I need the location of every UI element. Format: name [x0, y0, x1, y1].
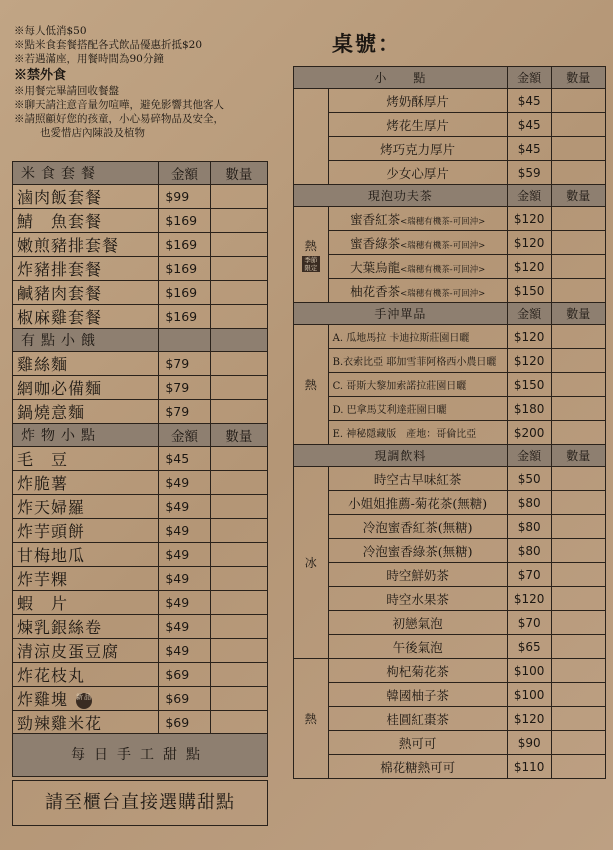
menu-row — [13, 615, 268, 639]
item-name — [13, 257, 159, 281]
menu-row — [13, 185, 268, 209]
item-price: $45 — [507, 89, 551, 113]
item-name-text: 烤奶酥厚片 — [386, 93, 449, 109]
temperature-label-text: 冰 — [304, 556, 317, 570]
menu-row — [294, 421, 606, 445]
menu-row — [13, 519, 268, 543]
quantity-cell[interactable] — [551, 113, 605, 137]
item-price: $49 — [159, 519, 210, 543]
item-price: $120 — [507, 231, 551, 255]
item-name-text: 枸杞菊花茶 — [386, 663, 449, 679]
menu-row — [13, 495, 268, 519]
rule-plants: 也愛惜店內陳設及植物 — [40, 127, 145, 140]
item-name — [13, 400, 159, 424]
menu-row — [13, 400, 268, 424]
item-name-text: D. 巴拿馬艾利達莊園日曬 — [332, 405, 447, 416]
item-name — [328, 113, 507, 137]
quantity-column-header: 數量 — [551, 445, 605, 467]
item-name-text: 午後氣泡 — [392, 639, 443, 655]
food-menu-table — [12, 161, 268, 735]
quantity-cell[interactable] — [551, 635, 605, 659]
menu-row — [294, 161, 606, 185]
item-name-text: 勁辣雞米花 — [17, 714, 103, 733]
quantity-column-header: 數量 — [210, 424, 267, 447]
menu-row — [294, 137, 606, 161]
menu-row — [294, 611, 606, 635]
item-price: $50 — [507, 467, 551, 491]
item-name-text: 雞絲麵 — [17, 355, 69, 374]
menu-row — [294, 113, 606, 137]
blank-side-cell — [294, 89, 329, 185]
header-cell — [210, 329, 267, 352]
item-name — [328, 255, 507, 279]
menu-row — [13, 376, 268, 400]
item-name — [328, 515, 507, 539]
item-price: $49 — [159, 567, 210, 591]
section-title: 米食套餐 — [13, 162, 159, 185]
item-price: $49 — [159, 615, 210, 639]
item-name — [13, 185, 159, 209]
item-name-text: 冷泡蜜香綠茶(無糖) — [362, 543, 473, 559]
item-price: $80 — [507, 515, 551, 539]
quantity-cell[interactable] — [210, 400, 267, 424]
item-name — [328, 587, 507, 611]
quantity-cell[interactable] — [551, 731, 605, 755]
item-price: $120 — [507, 255, 551, 279]
item-name — [328, 731, 507, 755]
quantity-cell[interactable] — [551, 515, 605, 539]
item-name-text: 初戀氣泡 — [392, 615, 443, 631]
temperature-label-text: 熱 — [304, 712, 317, 726]
item-name-text: 炸豬排套餐 — [17, 260, 103, 279]
rule-time-limit: ※若遇滿座，用餐時間為90分鐘 — [14, 53, 164, 66]
item-name — [13, 352, 159, 376]
item-name-text: 柚花香茶 — [350, 283, 401, 299]
quantity-cell[interactable] — [551, 161, 605, 185]
item-note: <瑞穗有機茶-可回沖> — [400, 288, 486, 299]
item-name-text: 大葉烏龍 — [350, 259, 401, 275]
item-name — [13, 471, 159, 495]
item-name-text: C. 哥斯大黎加索諾拉莊園日曬 — [332, 381, 467, 392]
section-header-mixed_drinks — [294, 445, 606, 467]
item-name-text: 時空水果茶 — [386, 591, 449, 607]
menu-row — [13, 281, 268, 305]
section-title: 現調飲料 — [294, 445, 508, 467]
menu-row — [13, 639, 268, 663]
item-name — [328, 397, 507, 421]
item-name — [13, 281, 159, 305]
item-name — [328, 491, 507, 515]
item-name — [13, 567, 159, 591]
quantity-cell[interactable] — [210, 687, 267, 711]
menu-row — [294, 755, 606, 779]
item-price: $150 — [507, 373, 551, 397]
item-price: $80 — [507, 491, 551, 515]
item-price: $70 — [507, 563, 551, 587]
quantity-cell[interactable] — [210, 305, 267, 329]
item-price: $169 — [159, 257, 210, 281]
rule-min-spend: ※每人低消$50 — [14, 25, 87, 37]
item-name-text: 時空鮮奶茶 — [386, 567, 449, 583]
item-price: $169 — [159, 209, 210, 233]
price-column-header: 金額 — [507, 445, 551, 467]
menu-row — [13, 352, 268, 376]
menu-row — [13, 591, 268, 615]
quantity-cell[interactable] — [551, 279, 605, 303]
menu-row — [294, 255, 606, 279]
menu-row — [294, 659, 606, 683]
price-column-header: 金額 — [159, 424, 210, 447]
item-name — [13, 376, 159, 400]
item-name-text: E. 神秘隱藏版 產地：哥倫比亞 — [332, 429, 477, 440]
temperature-label — [294, 207, 329, 303]
item-name — [13, 209, 159, 233]
dessert-note: 請至櫃台直接選購甜點 — [12, 780, 268, 826]
quantity-cell[interactable] — [210, 615, 267, 639]
menu-row — [294, 89, 606, 113]
item-name — [328, 635, 507, 659]
dessert-header: 每日手工甜點 — [12, 733, 268, 777]
menu-row — [13, 257, 268, 281]
item-name-text: 甘梅地瓜 — [17, 546, 86, 565]
seasonal-badge: 季節限定 — [302, 256, 320, 272]
item-name-text: 烤巧克力厚片 — [380, 141, 456, 157]
item-name-text: 清涼皮蛋豆腐 — [17, 642, 120, 661]
item-name-text: 韓國柚子茶 — [386, 687, 449, 703]
menu-row — [13, 471, 268, 495]
item-name — [328, 755, 507, 779]
item-name — [13, 447, 159, 471]
item-price: $70 — [507, 611, 551, 635]
quantity-cell[interactable] — [551, 89, 605, 113]
item-name-text: 桂圓紅棗茶 — [386, 711, 449, 727]
item-name — [328, 137, 507, 161]
quantity-cell[interactable] — [551, 587, 605, 611]
rule-no-outside-food: ※禁外食 — [14, 67, 67, 83]
item-name — [328, 421, 507, 445]
menu-row — [13, 543, 268, 567]
menu-row — [294, 467, 606, 491]
temperature-label — [294, 325, 329, 445]
drink-menu-table — [293, 66, 606, 779]
price-column-header: 金額 — [507, 185, 551, 207]
menu-row — [294, 707, 606, 731]
item-name-text: 鹹豬肉套餐 — [17, 284, 103, 303]
item-price: $79 — [159, 400, 210, 424]
item-name — [328, 373, 507, 397]
item-name-text: A. 瓜地馬拉 卡迪拉斯莊園日曬 — [332, 333, 470, 344]
item-price: $80 — [507, 539, 551, 563]
quantity-cell[interactable] — [551, 539, 605, 563]
item-price: $150 — [507, 279, 551, 303]
price-column-header: 金額 — [159, 162, 210, 185]
quantity-cell[interactable] — [210, 543, 267, 567]
item-name-text: 炸天婦羅 — [17, 498, 86, 517]
quantity-cell[interactable] — [551, 231, 605, 255]
item-price: $180 — [507, 397, 551, 421]
item-price: $90 — [507, 731, 551, 755]
menu-row — [294, 279, 606, 303]
menu-row — [294, 635, 606, 659]
quantity-cell[interactable] — [210, 495, 267, 519]
quantity-column-header: 數量 — [551, 67, 605, 89]
item-name — [13, 639, 159, 663]
item-name — [328, 611, 507, 635]
item-name — [13, 519, 159, 543]
item-price: $69 — [159, 711, 210, 735]
rule-return-tray: ※用餐完畢請回收餐盤 — [14, 84, 119, 97]
section-header-small_bites — [294, 67, 606, 89]
section-header-rice_sets — [13, 162, 268, 185]
new-item-badge: 新品 — [76, 693, 92, 709]
item-name-text: 炸脆薯 — [17, 474, 69, 493]
item-name — [13, 687, 159, 711]
item-name-text: 炸芋頭餅 — [17, 522, 86, 541]
quantity-cell[interactable] — [210, 233, 267, 257]
rule-noise: ※聊天請注意音量勿喧嘩，避免影響其他客人 — [14, 98, 224, 111]
quantity-cell[interactable] — [210, 711, 267, 735]
temperature-label — [294, 467, 329, 659]
quantity-cell[interactable] — [210, 185, 267, 209]
item-price: $69 — [159, 687, 210, 711]
quantity-cell[interactable] — [551, 563, 605, 587]
item-price: $49 — [159, 639, 210, 663]
item-name — [328, 325, 507, 349]
section-title: 炸物小點 — [13, 424, 159, 447]
item-name-text: 鯖 魚套餐 — [17, 212, 103, 231]
quantity-cell[interactable] — [210, 663, 267, 687]
item-price: $100 — [507, 659, 551, 683]
section-title: 有點小餓 — [13, 329, 159, 352]
item-price: $169 — [159, 233, 210, 257]
quantity-cell[interactable] — [551, 683, 605, 707]
section-header-pour_over — [294, 303, 606, 325]
quantity-cell[interactable] — [551, 659, 605, 683]
menu-row — [294, 491, 606, 515]
item-note: <瑞穗有機茶-可回沖> — [400, 240, 486, 251]
section-title: 現泡功夫茶 — [294, 185, 508, 207]
menu-row — [13, 711, 268, 735]
quantity-cell[interactable] — [210, 209, 267, 233]
quantity-cell[interactable] — [551, 137, 605, 161]
item-name — [328, 707, 507, 731]
menu-row — [13, 305, 268, 329]
quantity-cell[interactable] — [551, 255, 605, 279]
quantity-cell[interactable] — [210, 352, 267, 376]
quantity-cell[interactable] — [210, 471, 267, 495]
item-name — [328, 207, 507, 231]
item-price: $120 — [507, 325, 551, 349]
quantity-cell[interactable] — [210, 519, 267, 543]
item-name — [13, 615, 159, 639]
item-name — [328, 659, 507, 683]
item-name-text: 炸芋粿 — [17, 570, 69, 589]
item-price: $120 — [507, 349, 551, 373]
item-price: $169 — [159, 281, 210, 305]
rule-set-discount: ※點米食套餐搭配各式飲品優惠折抵$20 — [14, 39, 203, 52]
item-note: <瑞穗有機茶-可回沖> — [400, 264, 486, 275]
item-name — [13, 591, 159, 615]
quantity-cell[interactable] — [551, 421, 605, 445]
item-name-text: 炸花枝丸 — [17, 666, 86, 685]
quantity-cell[interactable] — [551, 349, 605, 373]
item-price: $49 — [159, 591, 210, 615]
temperature-label — [294, 659, 329, 779]
item-name-text: 棉花糖熱可可 — [380, 759, 456, 775]
section-header-fried — [13, 424, 268, 447]
rule-children: ※請照顧好您的孩童，小心易碎物品及安全， — [14, 113, 224, 126]
quantity-cell[interactable] — [551, 755, 605, 779]
item-price: $79 — [159, 376, 210, 400]
quantity-cell[interactable] — [551, 467, 605, 491]
item-name — [13, 711, 159, 735]
item-name-text: 蜜香紅茶 — [350, 211, 401, 227]
item-name — [328, 349, 507, 373]
temperature-label-text: 熱 — [304, 378, 317, 392]
item-price: $49 — [159, 471, 210, 495]
quantity-column-header: 數量 — [551, 185, 605, 207]
quantity-cell[interactable] — [551, 207, 605, 231]
price-column-header: 金額 — [507, 67, 551, 89]
menu-row — [294, 397, 606, 421]
quantity-cell[interactable] — [551, 491, 605, 515]
item-price: $69 — [159, 663, 210, 687]
menu-row — [13, 209, 268, 233]
item-name-text: 小姐姐推薦-菊花茶(無糖) — [348, 495, 488, 511]
menu-row — [294, 373, 606, 397]
quantity-cell[interactable] — [210, 447, 267, 471]
table-number-label: 桌號： — [332, 31, 401, 56]
section-title: 小 點 — [294, 67, 508, 89]
item-name-text: 熱可可 — [398, 735, 437, 751]
menu-row — [294, 731, 606, 755]
quantity-cell[interactable] — [210, 639, 267, 663]
item-name-text: 炸雞塊 — [17, 690, 69, 709]
quantity-cell[interactable] — [551, 397, 605, 421]
item-price: $65 — [507, 635, 551, 659]
item-name-text: 少女心厚片 — [386, 165, 449, 181]
item-price: $200 — [507, 421, 551, 445]
menu-row — [13, 687, 268, 711]
item-name — [328, 683, 507, 707]
item-name — [328, 89, 507, 113]
item-price: $79 — [159, 352, 210, 376]
menu-row — [294, 515, 606, 539]
item-price: $49 — [159, 543, 210, 567]
item-price: $45 — [507, 137, 551, 161]
item-name — [328, 279, 507, 303]
item-price: $45 — [159, 447, 210, 471]
quantity-cell[interactable] — [551, 611, 605, 635]
quantity-cell[interactable] — [210, 591, 267, 615]
item-name-text: 烤花生厚片 — [386, 117, 449, 133]
item-price: $120 — [507, 207, 551, 231]
item-name — [328, 161, 507, 185]
menu-row — [13, 663, 268, 687]
item-price: $99 — [159, 185, 210, 209]
menu-row — [294, 587, 606, 611]
item-name — [13, 233, 159, 257]
header-cell — [159, 329, 210, 352]
menu-row — [13, 447, 268, 471]
quantity-column-header: 數量 — [551, 303, 605, 325]
item-price: $59 — [507, 161, 551, 185]
item-name-text: 鍋燒意麵 — [17, 403, 86, 422]
item-name — [328, 467, 507, 491]
menu-row — [294, 563, 606, 587]
section-header-kungfu_tea — [294, 185, 606, 207]
item-name — [13, 305, 159, 329]
item-name-text: 煉乳銀絲卷 — [17, 618, 103, 637]
item-price: $45 — [507, 113, 551, 137]
item-name-text: 椒麻雞套餐 — [17, 308, 103, 327]
item-price: $49 — [159, 495, 210, 519]
item-name-text: 毛 豆 — [17, 450, 69, 469]
quantity-cell[interactable] — [210, 257, 267, 281]
menu-row — [294, 231, 606, 255]
quantity-cell[interactable] — [210, 567, 267, 591]
item-price: $100 — [507, 683, 551, 707]
menu-row — [294, 325, 606, 349]
item-name-text: 蝦 片 — [17, 594, 69, 613]
item-name — [328, 563, 507, 587]
item-name — [328, 231, 507, 255]
item-price: $120 — [507, 707, 551, 731]
item-name-text: B.衣索比亞 耶加雪菲阿格西小農日曬 — [332, 357, 497, 368]
quantity-cell[interactable] — [210, 281, 267, 305]
menu-row — [294, 207, 606, 231]
temperature-label-text: 熱 — [304, 239, 317, 253]
house-rules — [14, 24, 284, 140]
quantity-cell[interactable] — [551, 325, 605, 349]
item-name-text: 滷肉飯套餐 — [17, 188, 103, 207]
price-column-header: 金額 — [507, 303, 551, 325]
item-name-text: 冷泡蜜香紅茶(無糖) — [362, 519, 473, 535]
item-price: $169 — [159, 305, 210, 329]
item-name-text: 蜜香綠茶 — [350, 235, 401, 251]
menu-row — [294, 349, 606, 373]
item-price: $120 — [507, 587, 551, 611]
item-name-text: 嫩煎豬排套餐 — [17, 236, 120, 255]
item-note: <瑞穗有機茶-可回沖> — [400, 216, 486, 227]
item-name-text: 時空古早味紅茶 — [373, 471, 462, 487]
item-name — [13, 495, 159, 519]
item-price: $110 — [507, 755, 551, 779]
menu-row — [13, 567, 268, 591]
menu-row — [294, 683, 606, 707]
menu-row — [13, 233, 268, 257]
quantity-cell[interactable] — [210, 376, 267, 400]
menu-row — [294, 539, 606, 563]
quantity-cell[interactable] — [551, 373, 605, 397]
section-title: 手沖單品 — [294, 303, 508, 325]
item-name-text: 網咖必備麵 — [17, 379, 103, 398]
item-name — [13, 663, 159, 687]
quantity-column-header: 數量 — [210, 162, 267, 185]
quantity-cell[interactable] — [551, 707, 605, 731]
item-name — [13, 543, 159, 567]
item-name — [328, 539, 507, 563]
section-header-snack_food — [13, 329, 268, 352]
